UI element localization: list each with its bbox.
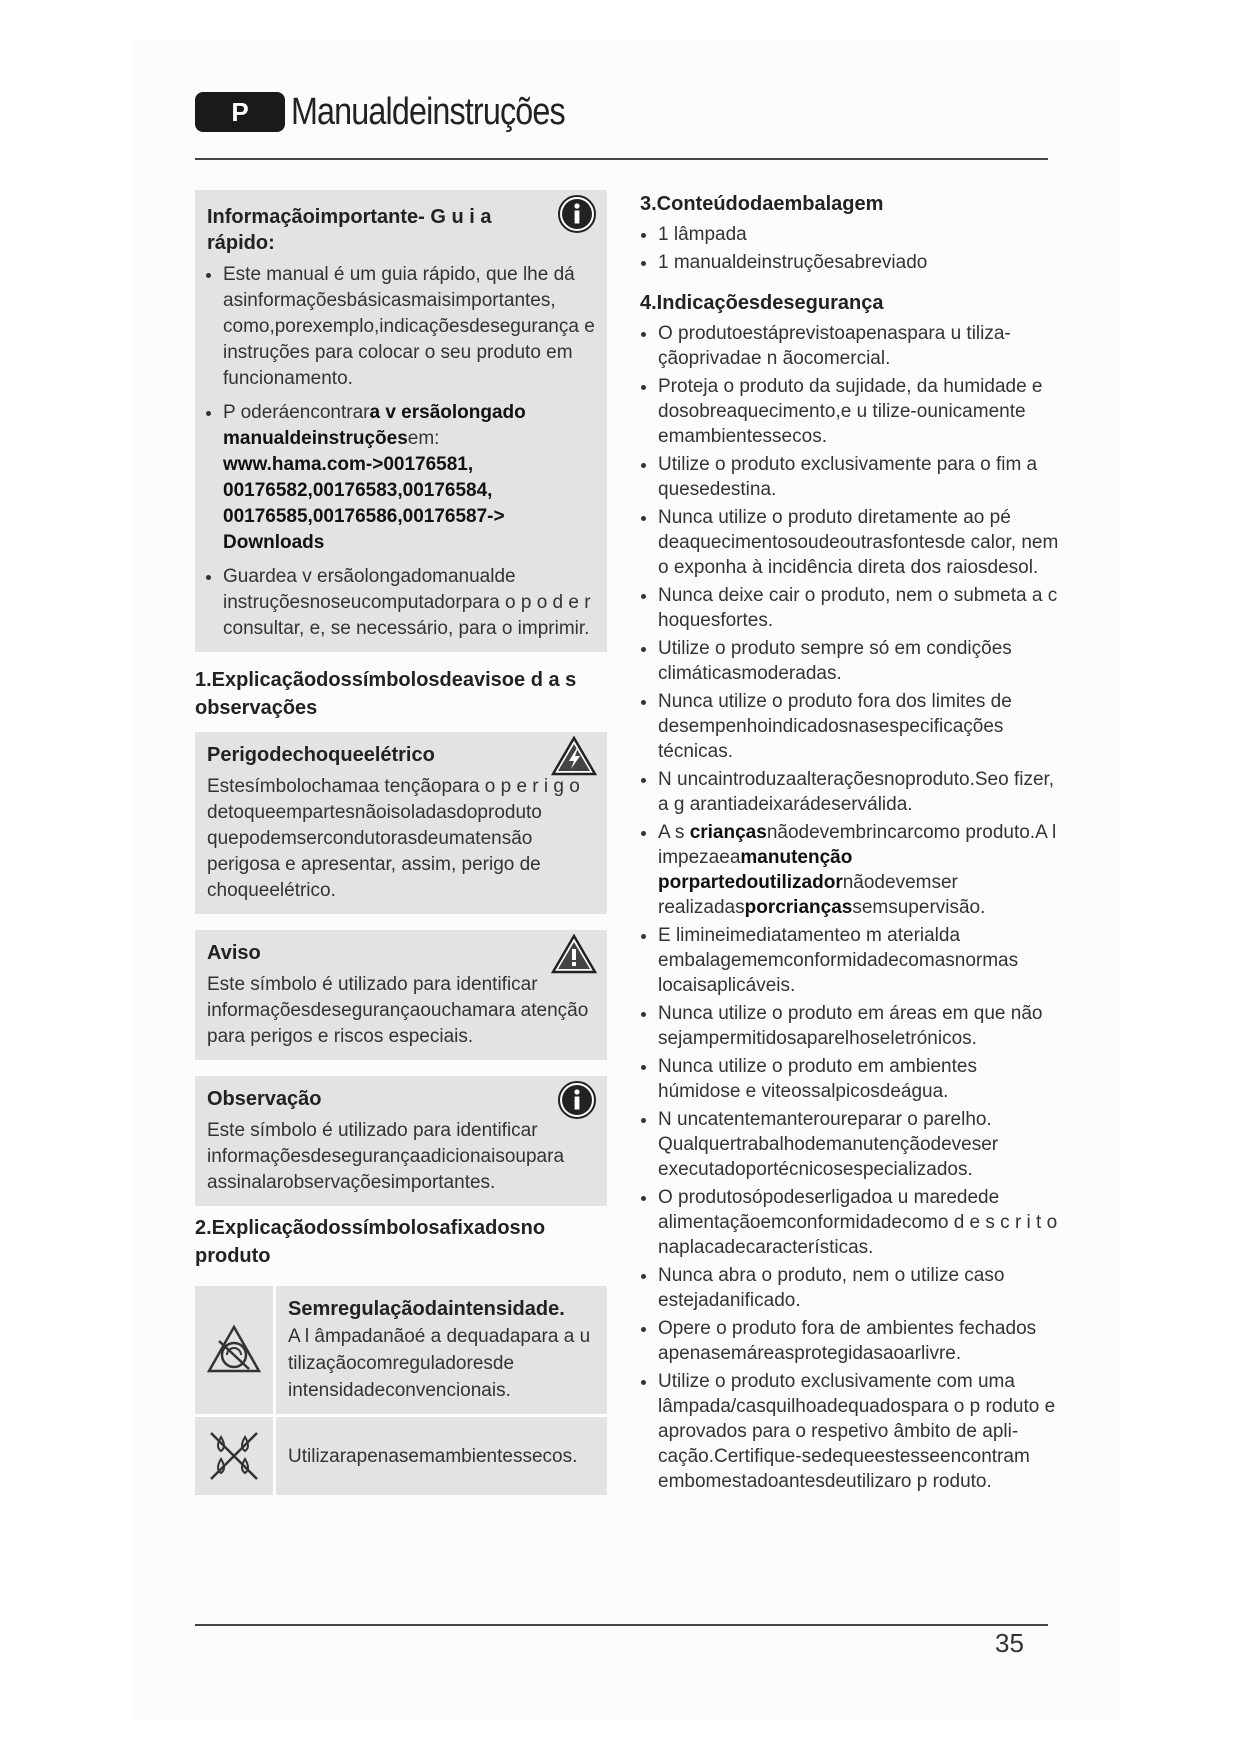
info-icon — [557, 1080, 597, 1120]
table-row — [195, 1286, 607, 1417]
list-item: • Utilize o produto exclusivamente para o fim a quesedestina. — [658, 452, 1060, 502]
header-divider — [195, 158, 1048, 160]
section-4-title: 4.Indicaçõesdesegurança — [640, 292, 884, 314]
language-badge: P — [195, 92, 285, 132]
info-box — [195, 190, 607, 652]
list-item: • Utilize o produto exclusivamente com uma lâmpada/casquilhoadequadospara o p roduto e aprovados para o respetivo âmbito de apli- cação.Certifique-sedequeestesseencontram embomestadoantesdeutilizaro p roduto. — [658, 1369, 1060, 1494]
list-item: • Este manual é um guia rápido, que lhe dá asinformaçõesbásicasmaisimportantes, como,porexemplo,indicaçõesdesegurança e instruções para colocar o seu produto em funcionamento. — [223, 262, 595, 392]
list-item: • N uncaintroduzaalteraçõesnoproduto.Seo fizer, a g arantiadeixarádeserválida. — [658, 767, 1060, 817]
list-item — [223, 400, 595, 556]
list-item: • 1 manualdeinstruçõesabreviado — [658, 250, 1060, 275]
note-box — [195, 1076, 607, 1206]
list-item — [658, 820, 1060, 920]
section-3-title: 3.Conteúdodaembalagem — [640, 193, 884, 215]
list-item: • E limineimediatamenteo m aterialda embalagememconformidadecomasnormas locaisaplicáveis. — [658, 923, 1060, 998]
symbol-cell — [195, 1417, 276, 1495]
danger-box-text: Estesímbolochamaa tençãopara o p e r i g o detoqueempartesnãoisoladasdoproduto quepodemsercondutorasdeumatensão perigosa e apresentar, assim, perigo de choqueelétrico. — [207, 776, 580, 901]
electric-hazard-icon — [551, 736, 597, 776]
dry-use-only-icon — [205, 1427, 263, 1485]
note-box-title: Observação — [207, 1088, 322, 1110]
list-item-text: P oderáencontrar — [223, 402, 370, 423]
section-1-title: 1.Explicaçãodossímbolosdeavisoe d a s observações — [195, 669, 577, 719]
list-item: • Nunca utilize o produto diretamente ao pé deaquecimentosoudeoutrasfontesde calor, nem o exponha à incidência direta dos raiosdesol. — [658, 505, 1060, 580]
warning-box-title: Aviso — [207, 942, 261, 964]
page-number: 35 — [995, 1628, 1024, 1658]
list-item: • 1 lâmpada — [658, 222, 1060, 247]
list-item-text: semsupervisão. — [852, 897, 986, 918]
list-item: • Proteja o produto da sujidade, da humidade e dosobreaquecimento,e u tilize-ounicamente emambientessecos. — [658, 374, 1060, 449]
danger-box — [195, 732, 607, 914]
list-item: • Guardea v ersãolongadomanualde instruçõesnoseucomputadorpara o p o d e r consultar, e, se necessário, para o imprimir. — [223, 564, 595, 642]
list-item: • Nunca utilize o produto fora dos limites de desempenhoindicadosnasespecificações técnicas. — [658, 689, 1060, 764]
symbol-table — [195, 1286, 607, 1495]
list-item: • Nunca utilize o produto em áreas em que não sejampermitidosaparelhoseletrónicos. — [658, 1001, 1060, 1051]
list-item-text: nãodevemser realizadas — [658, 872, 958, 918]
symbol-description — [276, 1286, 607, 1414]
warning-box — [195, 930, 607, 1060]
list-item-bold: manutenção porpartedoutilizador — [658, 847, 853, 893]
info-icon — [557, 194, 597, 234]
list-item: • Utilize o produto sempre só em condições climáticasmoderadas. — [658, 636, 1060, 686]
list-item: • Nunca abra o produto, nem o utilize caso estejadanificado. — [658, 1263, 1060, 1313]
left-column — [195, 190, 607, 1495]
footer-divider — [195, 1624, 1048, 1626]
info-box-title: Informaçãoimportante- G u i a rápido: — [207, 206, 492, 254]
list-item: • O produtosópodeserligadoa u maredede alimentaçãoemconformidadecomo d e s c r i t o naplacadecaracterísticas. — [658, 1185, 1060, 1260]
list-item: • Nunca utilize o produto em ambientes húmidose e viteossalpicosdeágua. — [658, 1054, 1060, 1104]
safety-list — [640, 321, 1060, 1494]
symbol-text: A l âmpadanãoé a dequadapara a u tilizaçãocomreguladoresde intensidadeconvencionais. — [288, 1326, 591, 1401]
list-item-bold: porcrianças — [744, 897, 853, 918]
list-item: • Nunca deixe cair o produto, nem o submeta a c hoquesfortes. — [658, 583, 1060, 633]
danger-box-title: Perigodechoqueelétrico — [207, 744, 435, 766]
list-item-text: nãodevembrincarcomo produto.A l impezaea — [658, 822, 1057, 868]
list-item-text: A s — [658, 822, 690, 843]
list-item-bold: a v ersãolongado manualdeinstruções — [223, 402, 526, 449]
info-box-list — [207, 262, 595, 642]
section-2-title: 2.Explicaçãodossímbolosafixadosno produto — [195, 1217, 546, 1267]
package-contents-list — [640, 222, 1060, 275]
note-box-text: Este símbolo é utilizado para identificar informaçõesdesegurançaadicionaisoupara assinalarobservaçõesimportantes. — [207, 1120, 565, 1193]
warning-icon — [551, 934, 597, 974]
page-title: Manualdeinstruções — [291, 90, 565, 133]
symbol-description — [276, 1417, 607, 1495]
warning-box-text: Este símbolo é utilizado para identificar informaçõesdesegurançaouchamara atenção para perigos e riscos especiais. — [207, 974, 589, 1047]
website-link: www.hama.com->00176581, 00176582,00176583,00176584, 00176585,00176586,00176587-> Downloads — [223, 454, 505, 553]
list-item: • O produtoestáprevistoapenaspara u tiliza- çãoprivadae n ãocomercial. — [658, 321, 1060, 371]
list-item-text: em: — [407, 428, 440, 449]
no-dimmer-icon — [205, 1321, 263, 1379]
list-item: • N uncatentemanteroureparar o parelho. Qualquertrabalhodemanutençãodeveser executadoportécnicosespecializados. — [658, 1107, 1060, 1182]
symbol-text: Utilizarapenasemambientessecos. — [288, 1445, 578, 1467]
list-item: • Opere o produto fora de ambientes fechados apenasemáreasprotegidasaoarlivre. — [658, 1316, 1060, 1366]
page-header — [195, 90, 613, 134]
list-item-bold: crianças — [689, 822, 767, 843]
symbol-cell — [195, 1286, 276, 1414]
table-row — [195, 1417, 607, 1495]
symbol-title: Semregulaçãodaintensidade. — [288, 1298, 565, 1320]
right-column — [640, 190, 1060, 1497]
